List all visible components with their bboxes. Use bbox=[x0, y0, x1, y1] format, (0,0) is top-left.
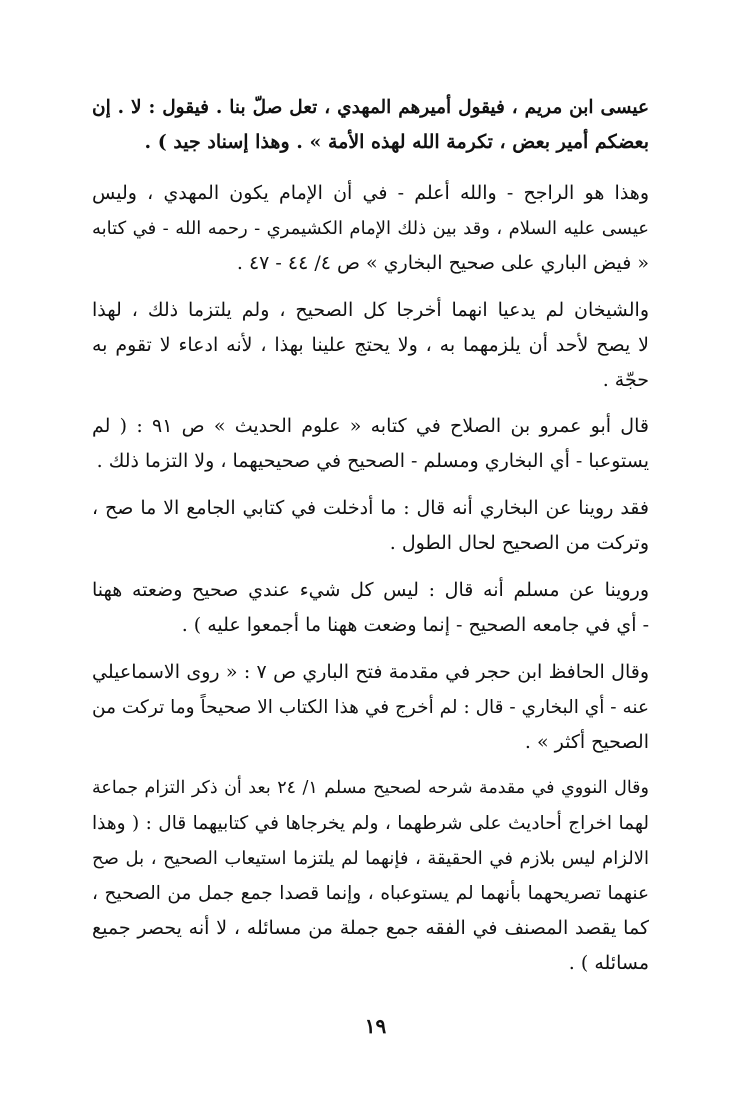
paragraph-mahdi-imam bbox=[92, 176, 649, 281]
text-line: حجّة . bbox=[602, 369, 649, 391]
text-line: عنهما تصريحهما بأنهما لم يستوعباه ، وإنما قصدا جمع جمل من الصحيح ، bbox=[92, 883, 649, 904]
text-line: يستوعبا - أي البخاري ومسلم - الصحيح في صحيحيهما ، ولا التزما ذلك . bbox=[96, 450, 649, 472]
paragraph-ibn-hajar bbox=[92, 655, 649, 760]
text-line: وقال النووي في مقدمة شرحه لصحيح مسلم ١/ ٢٤ بعد أن ذكر التزام جماعة bbox=[92, 778, 649, 798]
text-line: « فيض الباري على صحيح البخاري » ص ٤/ ٤٤ - ٤٧ . bbox=[236, 252, 649, 274]
text-line: لهما اخراج أحاديث على شرطهما ، ولم يخرجاها في كتابيهما قال : ( وهذا bbox=[92, 813, 649, 834]
text-line: وقال الحافظ ابن حجر في مقدمة فتح الباري ص ٧ : « روى الاسماعيلي bbox=[92, 661, 649, 683]
text-line: فقد روينا عن البخاري أنه قال : ما أدخلت في كتابي الجامع الا ما صح ، bbox=[92, 497, 649, 519]
page-number: ١٩ bbox=[364, 1014, 387, 1038]
text-line: مسائله ) . bbox=[568, 952, 649, 974]
text-line: وتركت من الصحيح لحال الطول . bbox=[389, 532, 649, 554]
paragraph-ibn-salah bbox=[92, 409, 649, 479]
paragraph-nawawi bbox=[92, 771, 649, 981]
paragraph-hadith-quote bbox=[92, 90, 649, 160]
text-line: الالزام ليس بلازم في الحقيقة ، فإنهما لم يلتزما استيعاب الصحيح ، بل صح bbox=[92, 848, 649, 869]
text-line: كما يقصد المصنف في الفقه جمع جملة من مسائله ، لا أنه يحصر جميع bbox=[92, 917, 649, 939]
text-line: وروينا عن مسلم أنه قال : ليس كل شيء عندي صحيح وضعته ههنا bbox=[92, 579, 649, 601]
text-line: بعضكم أمير بعض ، تكرمة الله لهذه الأمة » . وهذا إسناد جيد ) . bbox=[144, 131, 649, 153]
paragraph-bukhari-quote bbox=[92, 491, 649, 561]
text-line: عنه - أي البخاري - قال : لم أخرج في هذا الكتاب الا صحيحاً وما تركت من bbox=[92, 697, 649, 718]
paragraph-muslim-quote bbox=[92, 573, 649, 643]
text-line: لا يصح لأحد أن يلزمهما به ، ولا يحتج علينا بهذا ، لأنه ادعاء لا تقوم به bbox=[92, 334, 649, 356]
text-line: الصحيح أكثر » . bbox=[524, 731, 649, 753]
text-line: والشيخان لم يدعيا انهما أخرجا كل الصحيح ، ولم يلتزما ذلك ، لهذا bbox=[92, 299, 649, 321]
paragraph-shaykhan bbox=[92, 293, 649, 398]
text-line: عيسى عليه السلام ، وقد بين ذلك الإمام الكشيمري - رحمه الله - في كتابه bbox=[92, 218, 649, 239]
text-line: قال أبو عمرو بن الصلاح في كتابه « علوم الحديث » ص ٩١ : ( لم bbox=[92, 415, 649, 437]
text-line: عيسى ابن مريم ، فيقول أميرهم المهدي ، تعل صلّ بنا . فيقول : لا . إن bbox=[92, 97, 649, 118]
text-line: - أي في جامعه الصحيح - إنما وضعت ههنا ما أجمعوا عليه ) . bbox=[181, 614, 649, 636]
text-line: وهذا هو الراجح - والله أعلم - في أن الإمام يكون المهدي ، وليس bbox=[92, 182, 649, 204]
